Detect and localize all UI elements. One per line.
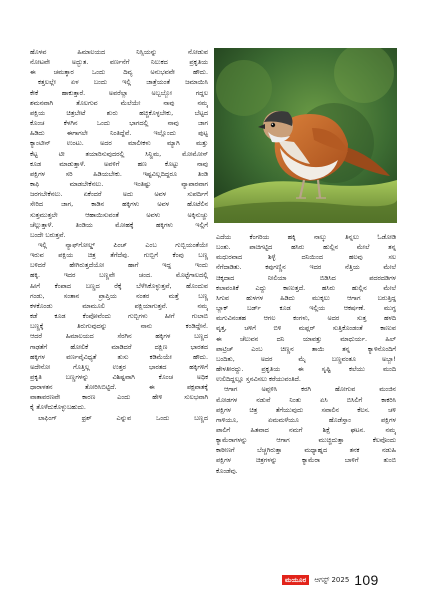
- text-line: ಪಾಟ್ರಿಚ್ ಎಂಬ ಚಿಣ್ಣನ ತಾಯಿ ತನ್ನ ಕ್ಯಾಳಿನೊಂದಿಗೆ: [216, 344, 396, 353]
- page-number: 109: [354, 572, 379, 588]
- text-line: ಸುತ್ತಮುತ್ತಲೇ ಆಹಾಯಿಸುವಂತೆ ಅವಳು ಅಕ್ಕಿನುಚ್ಚು: [30, 210, 208, 219]
- text-line: ಮಗುವಿನಂತಹ ಆಗಲ ಕಂಗಳು, ಅದರ ಸುತ್ತ ಹಳದಿ: [216, 314, 396, 323]
- text-line: ಜರಗಬೇಕೆನಲು. ಏಕೆಂದರೆ ಅದು ಅವಳ ಸುಪರ್ದಿಗೆ: [30, 190, 208, 199]
- text-line: ಹೊಳವ ಹಿಮಾಲಯದ ನಿಸ್ಸಿಯನ್ನು ನೋಡುವ: [30, 48, 208, 56]
- text-line: ಚೆಲ್ಲುತ್ತಾಳೆ. ತಿಂಡಿಯ ಮೋಹಕ್ಕೆ ಹಕ್ಕಿಗಳು ಇಲ್ಲಿಗೆ: [30, 220, 208, 229]
- text-line: ಪಕ್ಷಿಗಳ ಚಿತ್ರ ತೆಗೆಯುವುದು ಸವಾಲಿನ ಕೆಲಸ. ಚಳಿ: [216, 405, 396, 414]
- page-footer: [282, 572, 402, 588]
- text-line: ಗಂಡು, ಸಂತಾನ ಪ್ರಾಪ್ತಿಯ ನಂತರ ಮತ್ತೆ ಬಣ್ಣ: [30, 291, 208, 300]
- laughing-thrush-illustration: [214, 48, 397, 223]
- text-line: ಕಾಠೀಣಗೆ ಬೆಚ್ಚಗಿರುತ್ತಾ ಮಧ್ಯಾಹ್ನದ ತನಕ ನಡುಹಿ: [216, 446, 396, 455]
- text-line: ಕಾಫಿ ಮಾಡಬೇಕೆನಲು. ಇಂತಿಷ್ಟು ವ್ಯಾಪಾರವಾಗ: [30, 180, 208, 189]
- text-line: ಧಾರಾಳತನ ತೋರಿಸಿಬಿಟ್ಟಿದೆ. ಈ ಪಕ್ಷಪಾತಕ್ಕೆ: [30, 383, 208, 392]
- text-line: ಎದೆಯ ಕೆಂಗರಿಯ ಹಕ್ಕಿ ನಾಲ್ಕು ತಿನ್ನಲು ಓಡೋಡಿ: [216, 233, 396, 241]
- text-line: ಹಕ್ಕಿ. ಇದರ ಬಣ್ಣವೇ ಚಂದ. ಮೊಟ್ಟೆಗಾಲದಲ್ಲಿ: [30, 271, 208, 280]
- text-line: ಸೇರಿದ ಜಾಗ, ಕಾಡಿನ ಹಕ್ಕಿಗಳು ಅವಳ ಹೊಟೆಲಿನ: [30, 200, 208, 209]
- text-line: ಕ್ಯಾಮೆರಾಗಳನ್ನು ಆಗಾಗ ಮುಚ್ಚಿದುತ್ತಾ ಕೆಲವೊಂದು: [216, 436, 396, 445]
- text-line: ಪಕ್ಷಿಗಳ ಚಿತ್ರಗಳನ್ನು ಕ್ಯಾಮೆರಾ ಬಾಳಿಗೆ ತುಂಬಿ: [216, 456, 396, 465]
- text-line: ಕೆಟ್ಟ ಟೀ ತಯಾರಿಸುವುದರಲ್ಲಿ ಸಿನ್ಹಿಮ, ಮೋಮೋಸ್: [30, 149, 208, 158]
- text-line: ಬಂದಿತು, ಅದರ ಮೈ ಬಣ್ಣವಂತೂ ಅಬ್ಬಾ!: [216, 354, 396, 363]
- text-line: ಹಕ್ಕಿಗಳ ವರ್ಣವೈವಿಧ್ಯತೆ ತುಸು ಕಡಿಮೆಯೇ ಹೌದು.: [30, 352, 208, 361]
- text-line: ಚಿಕ್ಕದಾದ ನೀಲಿಯಾ ಬಿಡಿಸಿದ ಪದರದಡಿಗಳ: [216, 273, 396, 282]
- text-line: ಉಲಿದಿದ್ದಲ್ಲೂ ಸ್ತನವಿಸಲು ಕರೆಯುವಂತಿದೆ.: [216, 375, 301, 384]
- text-line: ಹಿಡಿದು ಈಗಾಗಲೇ ನಿಂತಿದ್ದೆವೆ. ಇಲ್ಲೊಂದು ಪುಟ್ಟ: [30, 129, 208, 138]
- text-line: ಮೋಡಗಳ ನಡುವೆ ನಿಂತು ಏಸಿ ಬಿಸಿಲಿಗೆ ಕಾಕರಿಸಿ: [216, 395, 396, 404]
- text-line: ಪಾಲಿಗೆ ಹಿತವಾದ ನಮಗೆ ಶಿಕ್ಷೆ ಘಟನ. ನಮ್ಮ: [216, 425, 396, 434]
- text-line: ಕತ್ತಲಲ್ಲೇ ಏಳ ಬಂದು ಇಲ್ಲಿ ಜಾತ್ರೆಯಂತೆ ಜಮಾಯಿಸಿ: [38, 78, 208, 87]
- article-column-right: [216, 232, 396, 476]
- text-line: ವೃತ್ತ, ಚಳಿಗೆ ಬಿಳಿ ಮಫ್ಲರ್ ಸುತ್ತಿಕೊಂಡಂತೆ ಕಾಣುವ: [216, 324, 396, 333]
- text-line: ಈ ಚಮತ್ಕಾರ ಒಂದು ದಿವ್ಯ ಅನುಭವವೇ ಹೌದು.: [30, 68, 208, 77]
- text-line: ಆದರೆ ಹಿಮಾಲಯದ ಸೆರಗಿನ ಹಕ್ಕಿಗಳ ಬಣ್ಣದ: [30, 332, 208, 341]
- text-line: ಬಂದೇ ಬರುತ್ತವೆ.: [30, 230, 66, 239]
- text-line: ಕಳಕೊಂಡು ಮಾಮೂಲಿ ಪಕ್ಷಿಯಾಗುತ್ತವೆ. ನಮ್ಮ: [30, 301, 208, 310]
- text-line: ಶಮನವಾಗಿ ತೊಲಗುವ ಮೆಲೆಯೇ ನಾವು ನಮ್ಮ: [30, 98, 208, 107]
- text-line: ಆಗಾಗ ಅಪ್ಪಳಿಸಿ ಕರಗಿ ಹೋಗುವ ಮಂಜಿನ: [224, 385, 396, 394]
- text-line: ಕಡೆ ಕೂಡ ಕೆಂಪೋವೆಂದು ಗುಬ್ಬಿಗಳು ಹೀಗೆ ಗುಲಾಬಿ: [30, 312, 208, 321]
- magazine-logo: ಮಯೂರ: [282, 575, 309, 585]
- bird-photo: [214, 48, 397, 223]
- text-line: ಲಾಫಿಂಗ್ ಥ್ರಶ್ ಎನ್ನುವ ಒಂದು ಬಣ್ಣದ: [38, 413, 208, 422]
- text-line: ನೋಟವೇ ಅದ್ಭುತ. ವರ್ಣನೆಗೆ ನಿಲುಕದ ಪ್ರಕೃತಿಯ: [30, 58, 208, 67]
- text-line: ಸಿಗುವ ಹುಳಗಳ ಹಿಡಿದು ಮುಕ್ಕಲು ಆಗಾಗ ಬರುತ್ತಿದ್ದ: [216, 293, 396, 302]
- text-line: ಕೊಂಡೆವು.: [216, 466, 238, 475]
- text-line: ಬಂತು. ಪಾಚಿಗಟ್ಟಿದ ಹಸಿರು ಹುಲ್ಲಿನ ಮೇಲೆ ತನ್ನ: [216, 243, 396, 252]
- text-line: ನೆಗೆದಾಡಿತು. ಕವುಗಣ್ಣಿನ ಇದರ ನೆತ್ತಿಯ ಮೇಲೆ: [216, 263, 396, 272]
- text-line: ಪಕ್ಷಿಯ ಚಿತ್ರಬೇಟೆ ಶುರು ಹಚ್ಚಿಕೊಳ್ಳಬೇಕು, ಬೆಟ್ಟದ: [30, 108, 208, 117]
- text-line: ಕೈ ತೊಳೆದುಕೊಳ್ಳುಬಹುದು.: [30, 403, 86, 412]
- text-line: ಇರುವ ಪಕ್ಷಿಯ ಚಿತ್ರ ತೆಗೆದೆವು. ಗುಬ್ಬಿಗೆ ಕೆಂಪು ಬಣ್ಣ: [30, 251, 208, 260]
- text-line: ಇಲ್ಲಿ ನ್ಯಾಫ್‌ಗೋಲ್ಡ್ ಪಿಂಚ್ ಎಂಬ ಗುಬ್ಬಿಯಂತೆಯೇ: [38, 240, 208, 249]
- text-line: ಗಾಢತೆಗೆ ಹೋಲಿಕೆ ಮಾಡಿದರೆ ದಕ್ಷಿಣ ಭಾರತದ: [30, 342, 208, 351]
- text-line: ಕಲಾವಂತಿಕೆ ಎದ್ದು ಕಾಣುತ್ತದೆ. ಹಸಿರು ಹುಲ್ಲಿನ ಮೇಲೆ: [216, 283, 396, 292]
- text-line: ವಾತಾವರಣವೇ ಕಾರಣ ಎಂದು ಹೇಳಿ ಸುಲಭವಾಗಿ: [30, 393, 208, 402]
- text-line: ಮಧುರವಾದ ಶಿಳ್ಳೆ ದನಿಯಿಂದ ಹಲವು ಸಲ: [216, 253, 396, 262]
- text-line: ಈ ಚೆಲುವನ ದನಿ ಯಾವತ್ತು ಮಾಧುರ್ಯ. ಹಿಲ್: [216, 334, 396, 343]
- text-line: ಪ್ರಕೃತಿ ಬಣ್ಣಗಳನ್ನು ವಿಶಿಷ್ಟವಾಗಿ ಕೊಂಚ ಅಧಿಕ: [30, 373, 208, 381]
- text-line: ಬಳಿದರೆ ಹೇಗಿರುತ್ತದೆಯೋ ಹಾಗೆ ಇದ್ದ ಇಂದು: [30, 261, 208, 270]
- text-line: ಕ್ಯಾಂಟೀನ್ ಉಂಟು. ಅದರ ಮಾಲೀಕಳು ಮ್ಯಾಗಿ ಮತ್ತು: [30, 139, 208, 148]
- text-line: ಕೊಂಚ ಕೆಳಗಿನ ಒಂದು ಭಾಗದಲ್ಲಿ ನಾವು ಜಾಗ: [30, 119, 208, 128]
- text-line: ಬ್ಲಾಕ್ ಬರ್ಡ್ ಕೂಡ ಇಲ್ಲಿಯ ಆಕರ್ಷಣೆ. ಮುಗ್ಧ: [216, 304, 396, 313]
- text-line: ಅದೇನೋ ಗೊತ್ತಿಲ್ಲ ಉತ್ತರ ಭಾರತದ ಹಕ್ಕಿಗಳಿಗೆ: [30, 362, 208, 371]
- text-line: ಕೇಕೆ ಹಾಕುತ್ತಾರೆ. ಅವರೆಲ್ಲಾ ಅಬ್ಬಬ್ಬೋ ಗದ್ದಲ: [30, 88, 208, 97]
- article-column-left: [30, 47, 208, 423]
- text-line: ಹೀಗೆ ಕೆಂಪಾದ ಬಣ್ಣದ ರೆಕ್ಕೆ ಬೆಳೆಸಿಕೊಳ್ಳುತ್ತವೆ, ಹೊಂದುವ: [30, 281, 208, 290]
- text-line: ಹೇಳತೀರದ್ದು. ಪ್ರಕೃತಿಯ ಈ ಸೃಷ್ಟಿ ಕಲೆಯು ಮಂದಿ: [216, 365, 396, 374]
- text-line: ಬಣ್ಣಕ್ಕೆ ತಿರುಗುವುದನ್ನು ನಾನು ಕಂಡಿದ್ದೇನೆ.: [30, 322, 208, 331]
- text-line: ಗಾಳಿಯೂ, ಏಮಮಳೆಯೂ ಹೊಡೆಸ್ತಾಂ ಪಕ್ಷಿಗಳ: [216, 415, 396, 424]
- text-line: ಕೂಡ ಮಾಡುತ್ತಾಳೆ. ಅವಳಿಗೆ ಹಣ ಕೊಟ್ಟು ನಾವು: [30, 159, 208, 168]
- text-line: ಪಕ್ಷಿಗಳ ಸರಿ ಹಿಡಿಯಬೇಕು. ಇಷ್ಟವಿಲ್ಲದಿದ್ದರೂ ತಿಂಡಿ: [30, 169, 208, 178]
- issue-date: ಆಗಸ್ಟ್ 2025: [314, 575, 350, 584]
